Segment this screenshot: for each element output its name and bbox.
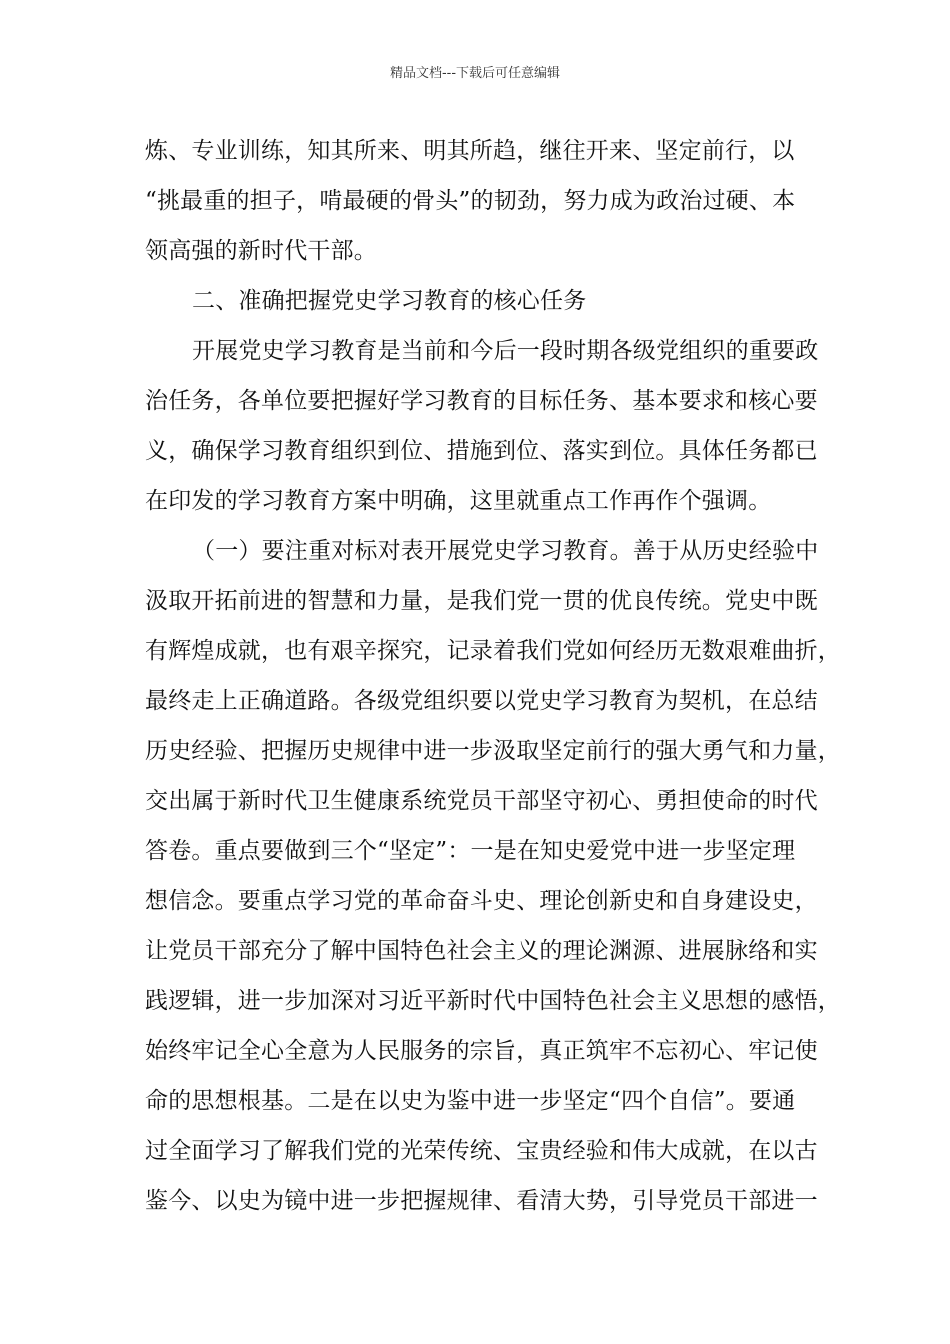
- text-line: 始终牢记全心全意为人民服务的宗旨，真正筑牢不忘初心、牢记使: [145, 1038, 818, 1064]
- text-line: 践逻辑，进一步加深对习近平新时代中国特色社会主义思想的感悟，: [145, 988, 841, 1014]
- text-line: 命的思想根基。二是在以史为鉴中进一步坚定“四个自信”。要通: [145, 1088, 796, 1114]
- text-line: 有辉煌成就，也有艰辛探究，记录着我们党如何经历无数艰难曲折，: [145, 638, 841, 664]
- text-line: 治任务，各单位要把握好学习教育的目标任务、基本要求和核心要: [145, 388, 818, 414]
- page-header: 精品文档---下载后可任意编辑: [389, 66, 561, 81]
- text-line: 义，确保学习教育组织到位、措施到位、落实到位。具体任务都已: [145, 438, 818, 464]
- text-line: 想信念。要重点学习党的革命奋斗史、理论创新史和自身建设史，: [145, 888, 818, 914]
- text-line: 答卷。重点要做到三个“坚定”：一是在知史爱党中进一步坚定理: [145, 838, 796, 864]
- text-line: “挑最重的担子，啃最硬的骨头”的韧劲，努力成为政治过硬、本: [145, 188, 796, 214]
- section-heading: 二、准确把握党史学习教育的核心任务: [192, 288, 587, 314]
- text-line: 开展党史学习教育是当前和今后一段时期各级党组织的重要政: [192, 338, 819, 364]
- document-body: [145, 126, 841, 1226]
- text-line: 过全面学习了解我们党的光荣传统、宝贵经验和伟大成就，在以古: [145, 1138, 818, 1164]
- subsection-heading-line: （一）要注重对标对表开展党史学习教育。善于从历史经验中: [192, 538, 819, 564]
- text-line: 鉴今、以史为镜中进一步把握规律、看清大势，引导党员干部进一: [145, 1188, 818, 1214]
- text-line: 汲取开拓前进的智慧和力量，是我们党一贯的优良传统。党史中既: [145, 588, 818, 614]
- text-line: 在印发的学习教育方案中明确，这里就重点工作再作个强调。: [145, 488, 772, 514]
- text-line: 让党员干部充分了解中国特色社会主义的理论渊源、进展脉络和实: [145, 938, 818, 964]
- text-line: 交出属于新时代卫生健康系统党员干部坚守初心、勇担使命的时代: [145, 788, 818, 814]
- text-line: 炼、专业训练，知其所来、明其所趋，继往开来、坚定前行，以: [145, 138, 795, 164]
- text-line: 最终走上正确道路。各级党组织要以党史学习教育为契机，在总结: [145, 688, 818, 714]
- text-line: 领高强的新时代干部。: [145, 238, 377, 264]
- text-line: 历史经验、把握历史规律中进一步汲取坚定前行的强大勇气和力量，: [145, 738, 841, 764]
